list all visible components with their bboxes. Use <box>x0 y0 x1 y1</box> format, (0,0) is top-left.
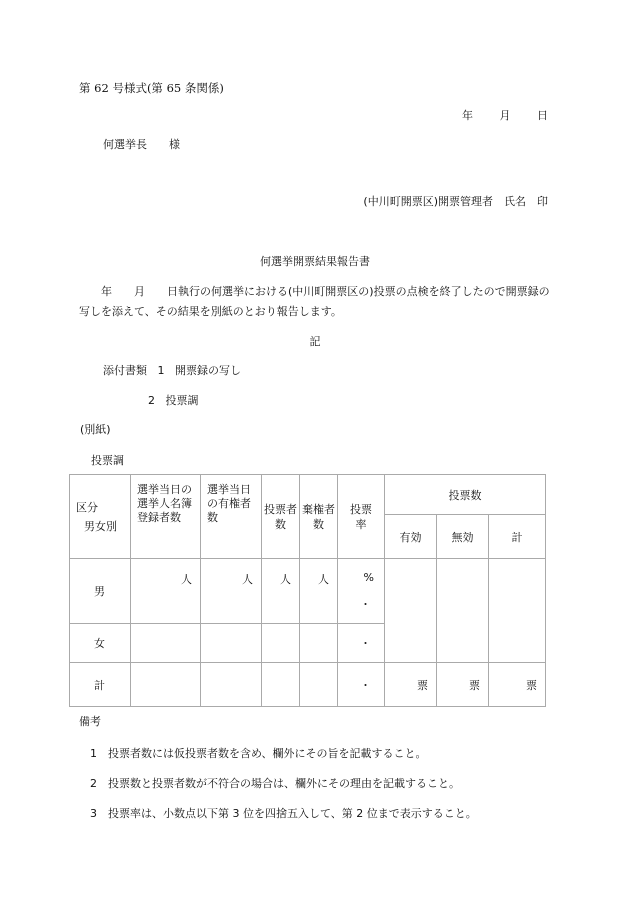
date-line <box>462 107 548 123</box>
cell-unit: 人 <box>201 559 262 624</box>
cell-ritsu-total <box>338 663 385 707</box>
attachment-item-1 <box>103 362 241 378</box>
table-row-total <box>70 663 546 707</box>
betsushi-label: (別紙) <box>80 423 111 436</box>
cell-empty <box>201 624 262 663</box>
addressee <box>103 136 180 152</box>
kubun-label: 区分 <box>76 500 98 514</box>
row-label-female: 女 <box>70 624 131 663</box>
row-label-total: 計 <box>70 663 131 707</box>
cell-kei <box>489 559 546 663</box>
cell-hyo: 票 <box>489 663 546 707</box>
cell-unit: 人 <box>262 559 300 624</box>
cell-hyo: 票 <box>385 663 437 707</box>
cell-unit: 人 <box>131 559 201 624</box>
remark-text: 投票率は、小数点以下第 3 位を四捨五入して、第 2 位まで表示すること。 <box>108 807 477 820</box>
table-row-male <box>70 559 546 624</box>
attachment-num: 1 <box>157 364 165 377</box>
cell-unit: 人 <box>300 559 338 624</box>
addressee-honorific: 様 <box>169 138 180 151</box>
header-kubun <box>70 475 131 559</box>
form-number: 第 62 号様式(第 65 条関係) <box>79 81 224 95</box>
header-muko: 無効 <box>437 515 489 559</box>
ki-heading: 記 <box>309 335 321 348</box>
date-month: 月 <box>499 109 511 122</box>
date-year: 年 <box>462 109 473 122</box>
attachment-text: 投票調 <box>165 394 199 407</box>
body-paragraph: 年 月 日執行の何選挙における(中川町開票区の)投票の点検を終了したので開票録の写しを添えて、その結果を別紙のとおり報告します。 <box>79 285 550 318</box>
cell-yuko <box>385 559 437 663</box>
header-meibo: 選挙当日の選挙人名簿登録者数 <box>131 475 201 559</box>
header-kei: 計 <box>489 515 546 559</box>
cell-empty <box>262 663 300 707</box>
cell-empty <box>300 663 338 707</box>
remarks-label: 備考 <box>79 715 101 728</box>
sender-line: (中川町開票区)開票管理者 氏名 印 <box>363 195 548 208</box>
addressee-name: 何選挙長 <box>103 138 147 151</box>
remark-item-2 <box>90 775 460 791</box>
date-day: 日 <box>537 109 548 122</box>
decimal-dot: ・ <box>360 598 371 611</box>
cell-empty <box>131 663 201 707</box>
remark-text: 投票者数には仮投票者数を含め、欄外にその旨を記載すること。 <box>108 747 427 760</box>
attachment-label: 添付書類 <box>103 364 147 377</box>
header-touhyoritsu: 投票率 <box>338 475 385 559</box>
cell-empty <box>300 624 338 663</box>
attachment-num: 2 <box>148 394 155 407</box>
table-title: 投票調 <box>91 454 124 467</box>
header-yuko: 有効 <box>385 515 437 559</box>
row-label-male: 男 <box>70 559 131 624</box>
remark-num: 1 <box>90 747 97 760</box>
remark-item-1 <box>90 745 427 761</box>
cell-ritsu-male <box>338 559 385 624</box>
decimal-dot: ・ <box>360 679 371 692</box>
cell-empty <box>131 624 201 663</box>
header-kiken: 棄権者数 <box>300 475 338 559</box>
document-title: 何選挙開票結果報告書 <box>260 255 370 268</box>
header-touhyosha: 投票者数 <box>262 475 300 559</box>
remark-num: 2 <box>90 777 97 790</box>
cell-hyo: 票 <box>437 663 489 707</box>
cell-empty <box>262 624 300 663</box>
percent-unit: % <box>363 571 374 584</box>
cell-ritsu-female <box>338 624 385 663</box>
remark-num: 3 <box>90 807 97 820</box>
vote-table <box>69 474 546 707</box>
remark-text: 投票数と投票者数が不符合の場合は、欄外にその理由を記載すること。 <box>108 777 460 790</box>
cell-muko <box>437 559 489 663</box>
header-yukensha: 選挙当日の有権者数 <box>201 475 262 559</box>
attachment-text: 開票録の写し <box>175 364 241 377</box>
cell-empty <box>201 663 262 707</box>
remark-item-3 <box>90 805 477 821</box>
danjo-label: 男女別 <box>84 519 117 533</box>
header-touhyosu: 投票数 <box>385 475 546 515</box>
decimal-dot: ・ <box>360 637 371 650</box>
attachment-item-2 <box>148 392 199 408</box>
